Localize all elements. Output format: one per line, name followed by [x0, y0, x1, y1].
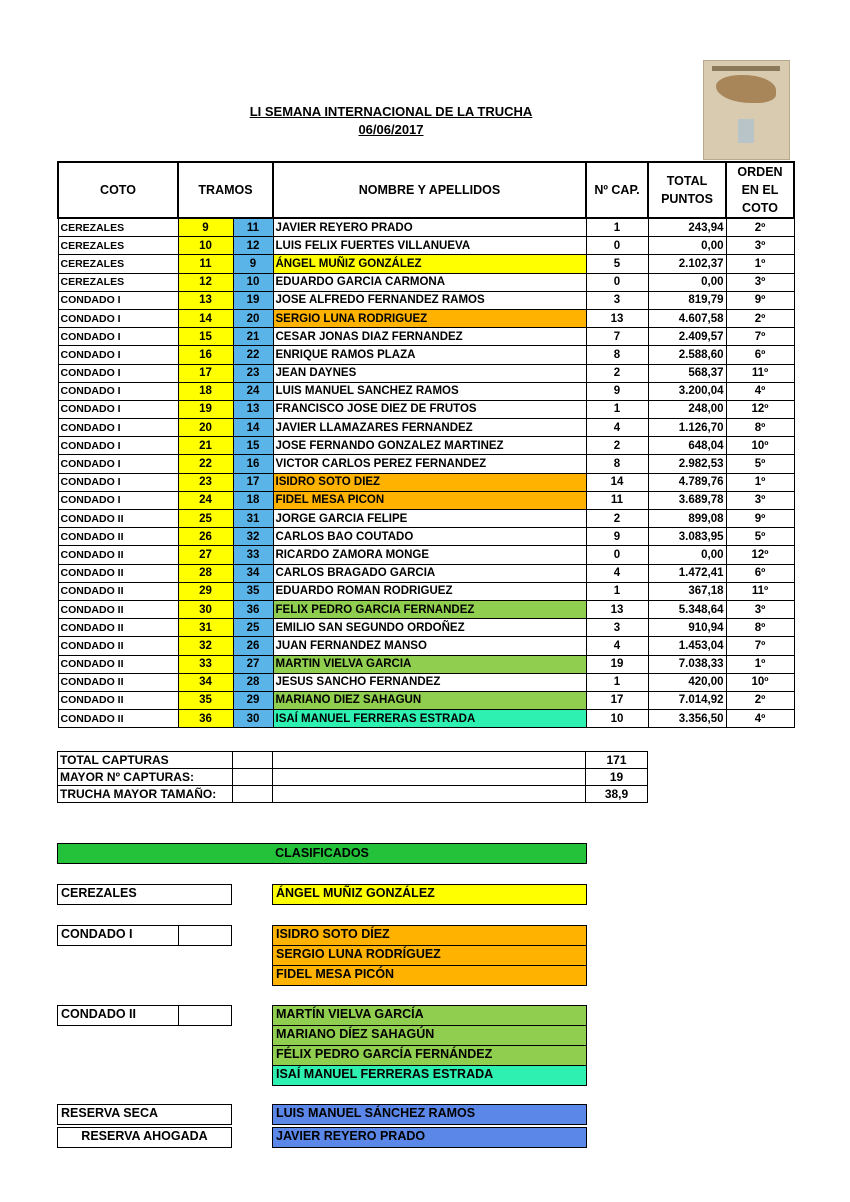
results-table	[57, 161, 795, 728]
cell-total-puntos: 648,04	[648, 437, 726, 455]
cell-tramo-1: 29	[178, 582, 233, 600]
cell-tramo-2: 36	[233, 600, 273, 618]
cell-capturas: 2	[586, 437, 648, 455]
cell-orden: 3º	[726, 600, 794, 618]
cell-coto: CEREZALES	[58, 273, 178, 291]
classified-name: SERGIO LUNA RODRÍGUEZ	[272, 945, 587, 966]
cell-orden: 8º	[726, 419, 794, 437]
cell-capturas: 17	[586, 691, 648, 709]
cell-coto: CONDADO II	[58, 510, 178, 528]
cell-total-puntos: 1.453,04	[648, 637, 726, 655]
classified-name: ÁNGEL MUÑIZ GONZÁLEZ	[272, 884, 587, 905]
cell-tramo-1: 20	[178, 419, 233, 437]
totals-empty-cell	[233, 769, 273, 786]
table-row	[58, 582, 794, 600]
logo-tower	[738, 119, 754, 143]
header-orden	[726, 162, 794, 218]
cell-capturas: 2	[586, 364, 648, 382]
cell-tramo-2: 29	[233, 691, 273, 709]
cell-coto: CONDADO I	[58, 291, 178, 309]
cell-orden: 11º	[726, 582, 794, 600]
cell-total-puntos: 1.126,70	[648, 419, 726, 437]
cell-capturas: 9	[586, 382, 648, 400]
totals-row	[58, 786, 648, 803]
cell-orden: 12º	[726, 400, 794, 418]
table-row	[58, 546, 794, 564]
cell-coto: CONDADO I	[58, 400, 178, 418]
cell-nombre: EDUARDO GARCIA CARMONA	[273, 273, 586, 291]
cell-tramo-1: 22	[178, 455, 233, 473]
cell-tramo-1: 19	[178, 400, 233, 418]
table-row	[58, 346, 794, 364]
cell-total-puntos: 7.038,33	[648, 655, 726, 673]
cell-total-puntos: 3.200,04	[648, 382, 726, 400]
clasificados-header: CLASIFICADOS	[57, 843, 587, 864]
cell-tramo-2: 13	[233, 400, 273, 418]
table-row	[58, 473, 794, 491]
cell-tramo-1: 9	[178, 218, 233, 237]
cell-tramo-2: 32	[233, 528, 273, 546]
cell-tramo-1: 34	[178, 673, 233, 691]
cell-tramo-1: 21	[178, 437, 233, 455]
cell-capturas: 1	[586, 218, 648, 237]
cell-nombre: MARTIN VIELVA GARCIA	[273, 655, 586, 673]
cell-total-puntos: 5.348,64	[648, 600, 726, 618]
table-row	[58, 328, 794, 346]
cell-capturas: 1	[586, 673, 648, 691]
cell-divider	[178, 1006, 179, 1025]
cell-tramo-2: 17	[233, 473, 273, 491]
cell-orden: 10º	[726, 673, 794, 691]
classified-coto-condado-i	[57, 925, 232, 946]
table-row	[58, 437, 794, 455]
cell-total-puntos: 3.083,95	[648, 528, 726, 546]
totals-value: 171	[586, 752, 648, 769]
cell-nombre: JESUS SANCHO FERNANDEZ	[273, 673, 586, 691]
cell-tramo-2: 19	[233, 291, 273, 309]
cell-orden: 1º	[726, 655, 794, 673]
logo-band	[712, 66, 780, 71]
cell-total-puntos: 3.689,78	[648, 491, 726, 509]
cell-orden: 5º	[726, 528, 794, 546]
cell-orden: 9º	[726, 510, 794, 528]
cell-total-puntos: 819,79	[648, 291, 726, 309]
cell-total-puntos: 4.789,76	[648, 473, 726, 491]
cell-tramo-1: 16	[178, 346, 233, 364]
cell-orden: 6º	[726, 346, 794, 364]
cell-capturas: 1	[586, 400, 648, 418]
classified-name: ISIDRO SOTO DÍEZ	[272, 925, 587, 946]
cell-nombre: ÁNGEL MUÑIZ GONZÁLEZ	[273, 255, 586, 273]
cell-orden: 3º	[726, 237, 794, 255]
table-row	[58, 691, 794, 709]
cell-tramo-1: 24	[178, 491, 233, 509]
cell-total-puntos: 243,94	[648, 218, 726, 237]
cell-coto: CONDADO II	[58, 546, 178, 564]
header-cap: Nº CAP.	[586, 162, 648, 218]
table-row	[58, 218, 794, 237]
cell-coto: CONDADO II	[58, 655, 178, 673]
cell-tramo-1: 31	[178, 619, 233, 637]
cell-tramo-2: 28	[233, 673, 273, 691]
cell-nombre: JAVIER REYERO PRADO	[273, 218, 586, 237]
cell-tramo-1: 10	[178, 237, 233, 255]
header-orden-line-3: COTO	[742, 201, 778, 215]
header-coto: COTO	[58, 162, 178, 218]
cell-total-puntos: 420,00	[648, 673, 726, 691]
cell-nombre: RICARDO ZAMORA MONGE	[273, 546, 586, 564]
classified-name: ISAÍ MANUEL FERRERAS ESTRADA	[272, 1065, 587, 1086]
cell-nombre: ENRIQUE RAMOS PLAZA	[273, 346, 586, 364]
cell-coto: CONDADO II	[58, 582, 178, 600]
totals-empty-cell	[233, 752, 273, 769]
cell-coto: CONDADO I	[58, 437, 178, 455]
totals-table	[57, 751, 648, 803]
cell-nombre: JAVIER LLAMAZARES FERNANDEZ	[273, 419, 586, 437]
cell-tramo-1: 15	[178, 328, 233, 346]
table-row	[58, 637, 794, 655]
cell-tramo-2: 35	[233, 582, 273, 600]
cell-total-puntos: 568,37	[648, 364, 726, 382]
classified-coto-label: CONDADO I	[61, 927, 133, 941]
header-orden-line-2: EN EL	[741, 183, 779, 197]
cell-nombre: EMILIO SAN SEGUNDO ORDOÑEZ	[273, 619, 586, 637]
cell-capturas: 0	[586, 237, 648, 255]
cell-coto: CEREZALES	[58, 237, 178, 255]
cell-tramo-1: 13	[178, 291, 233, 309]
totals-value: 19	[586, 769, 648, 786]
cell-tramo-2: 30	[233, 710, 273, 728]
cell-tramo-2: 31	[233, 510, 273, 528]
cell-coto: CONDADO I	[58, 473, 178, 491]
cell-capturas: 7	[586, 328, 648, 346]
cell-tramo-1: 23	[178, 473, 233, 491]
table-row	[58, 710, 794, 728]
cell-tramo-2: 21	[233, 328, 273, 346]
reserve-ahogada-name: JAVIER REYERO PRADO	[272, 1127, 587, 1148]
table-row	[58, 673, 794, 691]
cell-tramo-1: 35	[178, 691, 233, 709]
cell-orden: 7º	[726, 328, 794, 346]
cell-nombre: CESAR JONAS DIAZ FERNANDEZ	[273, 328, 586, 346]
cell-capturas: 14	[586, 473, 648, 491]
cell-tramo-1: 36	[178, 710, 233, 728]
cell-orden: 5º	[726, 455, 794, 473]
cell-nombre: ISAÍ MANUEL FERRERAS ESTRADA	[273, 710, 586, 728]
table-row	[58, 309, 794, 327]
cell-tramo-2: 9	[233, 255, 273, 273]
cell-capturas: 0	[586, 546, 648, 564]
cell-orden: 1º	[726, 255, 794, 273]
table-row	[58, 455, 794, 473]
cell-coto: CONDADO I	[58, 309, 178, 327]
cell-total-puntos: 2.588,60	[648, 346, 726, 364]
cell-tramo-2: 23	[233, 364, 273, 382]
cell-coto: CONDADO I	[58, 328, 178, 346]
page-title: LI SEMANA INTERNACIONAL DE LA TRUCHA	[249, 104, 533, 119]
table-row	[58, 273, 794, 291]
cell-tramo-2: 25	[233, 619, 273, 637]
cell-tramo-2: 12	[233, 237, 273, 255]
totals-label: TOTAL CAPTURAS	[58, 752, 233, 769]
cell-orden: 9º	[726, 291, 794, 309]
cell-tramo-2: 22	[233, 346, 273, 364]
cell-tramo-2: 18	[233, 491, 273, 509]
cell-nombre: SERGIO LUNA RODRIGUEZ	[273, 309, 586, 327]
cell-tramo-2: 26	[233, 637, 273, 655]
cell-coto: CONDADO II	[58, 564, 178, 582]
cell-orden: 7º	[726, 637, 794, 655]
cell-nombre: JOSE ALFREDO FERNANDEZ RAMOS	[273, 291, 586, 309]
table-header-row	[58, 162, 794, 218]
cell-total-puntos: 7.014,92	[648, 691, 726, 709]
cell-nombre: LUIS FELIX FUERTES VILLANUEVA	[273, 237, 586, 255]
cell-orden: 8º	[726, 619, 794, 637]
cell-capturas: 8	[586, 455, 648, 473]
cell-orden: 1º	[726, 473, 794, 491]
cell-nombre: ISIDRO SOTO DIEZ	[273, 473, 586, 491]
cell-coto: CONDADO I	[58, 419, 178, 437]
cell-capturas: 3	[586, 619, 648, 637]
cell-capturas: 5	[586, 255, 648, 273]
cell-total-puntos: 0,00	[648, 546, 726, 564]
cell-capturas: 13	[586, 600, 648, 618]
classified-name: MARIANO DÍEZ SAHAGÚN	[272, 1025, 587, 1046]
cell-nombre: FELIX PEDRO GARCIA FERNANDEZ	[273, 600, 586, 618]
cell-tramo-1: 12	[178, 273, 233, 291]
cell-orden: 10º	[726, 437, 794, 455]
cell-tramo-2: 27	[233, 655, 273, 673]
totals-row	[58, 752, 648, 769]
cell-coto: CONDADO II	[58, 600, 178, 618]
cell-tramo-1: 32	[178, 637, 233, 655]
cell-coto: CONDADO II	[58, 710, 178, 728]
logo-image	[703, 60, 790, 160]
page-date: 06/06/2017	[358, 122, 424, 137]
cell-nombre: FRANCISCO JOSE DIEZ DE FRUTOS	[273, 400, 586, 418]
cell-total-puntos: 248,00	[648, 400, 726, 418]
logo-map	[716, 75, 776, 103]
cell-capturas: 4	[586, 637, 648, 655]
cell-total-puntos: 3.356,50	[648, 710, 726, 728]
cell-tramo-1: 17	[178, 364, 233, 382]
cell-tramo-1: 30	[178, 600, 233, 618]
cell-tramo-1: 11	[178, 255, 233, 273]
table-row	[58, 382, 794, 400]
header-total-line-2: PUNTOS	[661, 192, 713, 206]
cell-tramo-2: 10	[233, 273, 273, 291]
classified-coto-condado-ii	[57, 1005, 232, 1026]
cell-total-puntos: 1.472,41	[648, 564, 726, 582]
cell-tramo-1: 26	[178, 528, 233, 546]
cell-capturas: 9	[586, 528, 648, 546]
cell-total-puntos: 0,00	[648, 273, 726, 291]
cell-coto: CEREZALES	[58, 255, 178, 273]
cell-tramo-1: 18	[178, 382, 233, 400]
cell-coto: CONDADO II	[58, 528, 178, 546]
header-total	[648, 162, 726, 218]
cell-tramo-2: 34	[233, 564, 273, 582]
totals-value: 38,9	[586, 786, 648, 803]
cell-orden: 2º	[726, 309, 794, 327]
cell-capturas: 8	[586, 346, 648, 364]
table-row	[58, 600, 794, 618]
cell-tramo-2: 14	[233, 419, 273, 437]
header-total-line-1: TOTAL	[666, 174, 708, 188]
reserve-seca-label: RESERVA SECA	[57, 1104, 232, 1125]
cell-nombre: JUAN FERNANDEZ MANSO	[273, 637, 586, 655]
cell-coto: CONDADO II	[58, 619, 178, 637]
table-row	[58, 510, 794, 528]
table-row	[58, 619, 794, 637]
cell-total-puntos: 4.607,58	[648, 309, 726, 327]
cell-total-puntos: 2.102,37	[648, 255, 726, 273]
totals-row	[58, 769, 648, 786]
cell-orden: 2º	[726, 218, 794, 237]
classified-name: MARTÍN VIELVA GARCÍA	[272, 1005, 587, 1026]
totals-empty-cell	[273, 786, 586, 803]
cell-tramo-2: 20	[233, 309, 273, 327]
header-orden-line-1: ORDEN	[737, 165, 783, 179]
cell-tramo-2: 15	[233, 437, 273, 455]
cell-nombre: MARIANO DIEZ SAHAGUN	[273, 691, 586, 709]
cell-orden: 6º	[726, 564, 794, 582]
table-row	[58, 237, 794, 255]
totals-empty-cell	[233, 786, 273, 803]
table-row	[58, 364, 794, 382]
cell-total-puntos: 2.409,57	[648, 328, 726, 346]
cell-orden: 3º	[726, 491, 794, 509]
cell-capturas: 3	[586, 291, 648, 309]
header-nombre: NOMBRE Y APELLIDOS	[273, 162, 586, 218]
cell-capturas: 4	[586, 419, 648, 437]
cell-capturas: 11	[586, 491, 648, 509]
cell-nombre: JEAN DAYNES	[273, 364, 586, 382]
cell-orden: 4º	[726, 710, 794, 728]
cell-nombre: JORGE GARCIA FELIPE	[273, 510, 586, 528]
table-row	[58, 255, 794, 273]
cell-tramo-1: 28	[178, 564, 233, 582]
cell-coto: CONDADO I	[58, 382, 178, 400]
table-row	[58, 419, 794, 437]
totals-empty-cell	[273, 769, 586, 786]
cell-tramo-1: 14	[178, 309, 233, 327]
cell-nombre: LUIS MANUEL SANCHEZ RAMOS	[273, 382, 586, 400]
cell-tramo-1: 33	[178, 655, 233, 673]
table-row	[58, 655, 794, 673]
table-row	[58, 291, 794, 309]
cell-nombre: JOSE FERNANDO GONZALEZ MARTINEZ	[273, 437, 586, 455]
totals-label: TRUCHA MAYOR TAMAÑO:	[58, 786, 233, 803]
cell-coto: CONDADO I	[58, 364, 178, 382]
cell-total-puntos: 0,00	[648, 237, 726, 255]
cell-orden: 3º	[726, 273, 794, 291]
cell-nombre: FIDEL MESA PICON	[273, 491, 586, 509]
classified-name: FIDEL MESA PICÓN	[272, 965, 587, 986]
cell-tramo-2: 24	[233, 382, 273, 400]
cell-orden: 12º	[726, 546, 794, 564]
reserve-seca-name: LUIS MANUEL SÁNCHEZ RAMOS	[272, 1104, 587, 1125]
classified-coto-cerezales: CEREZALES	[57, 884, 232, 905]
cell-coto: CEREZALES	[58, 218, 178, 237]
reserve-ahogada-label: RESERVA AHOGADA	[57, 1127, 232, 1148]
cell-tramo-2: 16	[233, 455, 273, 473]
cell-total-puntos: 899,08	[648, 510, 726, 528]
cell-orden: 2º	[726, 691, 794, 709]
cell-coto: CONDADO I	[58, 346, 178, 364]
cell-capturas: 13	[586, 309, 648, 327]
cell-tramo-1: 25	[178, 510, 233, 528]
cell-nombre: VICTOR CARLOS PEREZ FERNANDEZ	[273, 455, 586, 473]
cell-capturas: 10	[586, 710, 648, 728]
cell-coto: CONDADO II	[58, 673, 178, 691]
cell-coto: CONDADO II	[58, 637, 178, 655]
cell-tramo-1: 27	[178, 546, 233, 564]
cell-capturas: 1	[586, 582, 648, 600]
cell-capturas: 4	[586, 564, 648, 582]
cell-coto: CONDADO I	[58, 455, 178, 473]
cell-total-puntos: 910,94	[648, 619, 726, 637]
cell-nombre: CARLOS BAO COUTADO	[273, 528, 586, 546]
table-row	[58, 564, 794, 582]
cell-nombre: CARLOS BRAGADO GARCIA	[273, 564, 586, 582]
cell-tramo-2: 33	[233, 546, 273, 564]
classified-coto-label: CONDADO II	[61, 1007, 136, 1021]
cell-total-puntos: 2.982,53	[648, 455, 726, 473]
classified-name: FÉLIX PEDRO GARCÍA FERNÁNDEZ	[272, 1045, 587, 1066]
cell-capturas: 0	[586, 273, 648, 291]
cell-orden: 4º	[726, 382, 794, 400]
cell-capturas: 19	[586, 655, 648, 673]
cell-divider	[178, 926, 179, 945]
cell-nombre: EDUARDO ROMAN RODRIGUEZ	[273, 582, 586, 600]
cell-total-puntos: 367,18	[648, 582, 726, 600]
totals-empty-cell	[273, 752, 586, 769]
cell-coto: CONDADO I	[58, 491, 178, 509]
table-row	[58, 491, 794, 509]
table-row	[58, 400, 794, 418]
totals-label: MAYOR Nº CAPTURAS:	[58, 769, 233, 786]
table-row	[58, 528, 794, 546]
cell-capturas: 2	[586, 510, 648, 528]
header-tramos: TRAMOS	[178, 162, 273, 218]
cell-orden: 11º	[726, 364, 794, 382]
cell-tramo-2: 11	[233, 218, 273, 237]
cell-coto: CONDADO II	[58, 691, 178, 709]
